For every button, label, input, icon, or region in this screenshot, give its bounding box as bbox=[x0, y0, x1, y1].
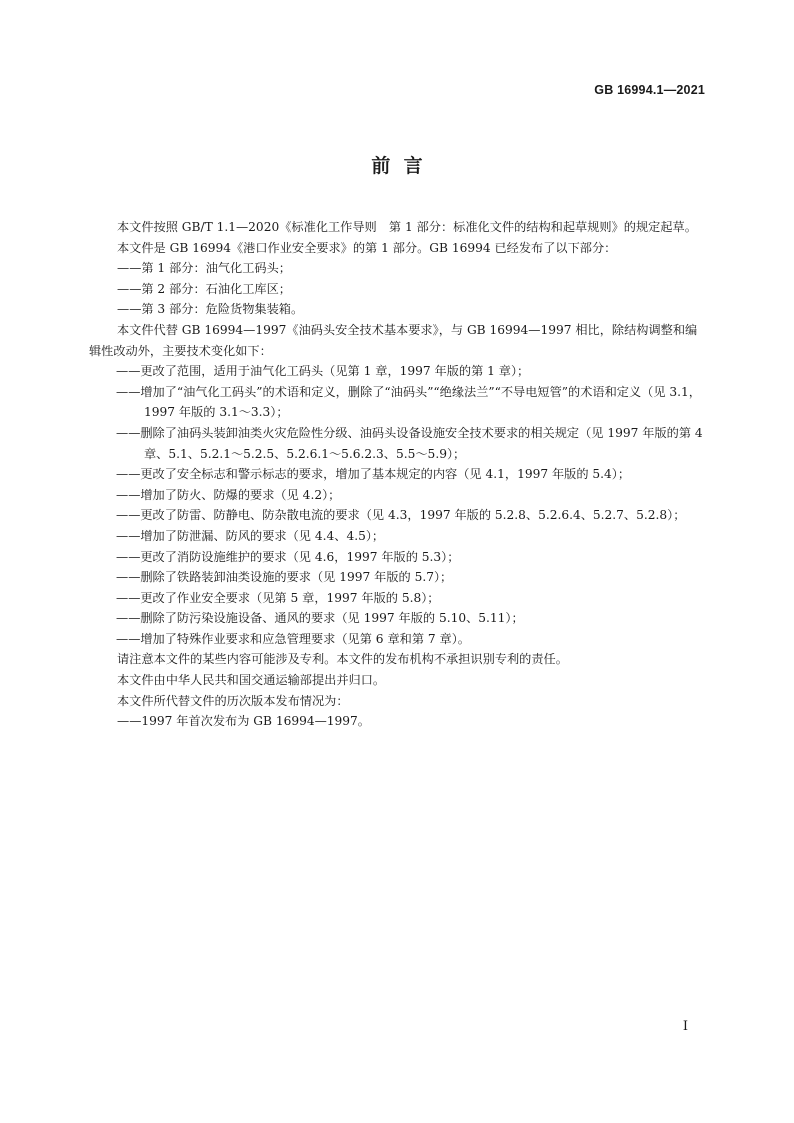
change-item-railway: ——删除了铁路装卸油类设施的要求（见 1997 年版的 5.7）； bbox=[116, 570, 453, 585]
list-item-part-2: ——第 2 部分：石油化工库区； bbox=[117, 281, 291, 296]
paragraph-history-intro: 本文件所代替文件的历次版本发布情况为： bbox=[117, 693, 349, 708]
paragraph-proposer: 本文件由中华人民共和国交通运输部提出并归口。 bbox=[117, 673, 386, 688]
paragraph-part-intro: 本文件是 GB 16994《港口作业安全要求》的第 1 部分。GB 16994 已经发布了以下部分： bbox=[117, 240, 617, 255]
change-item-pollution: ——删除了防污染设施设备、通风的要求（见 1997 年版的 5.10、5.11）； bbox=[116, 611, 524, 626]
change-item-leak-wind: ——增加了防泄漏、防风的要求（见 4.4、4.5）； bbox=[116, 528, 385, 543]
list-item-history: ——1997 年首次发布为 GB 16994—1997。 bbox=[117, 714, 370, 729]
change-item-safety-signs: ——更改了安全标志和警示标志的要求，增加了基本规定的内容（见 4.1，1997 年版的 5.4）； bbox=[116, 467, 631, 482]
change-item-terms: ——增加了“油气化工码头”的术语和定义，删除了“油码头”“绝缘法兰”“不导电短管”的术语和定义（见 3.1，1997 年版的 3.1～3.3）； bbox=[116, 384, 701, 420]
page-title: 前 言 bbox=[371, 155, 423, 177]
list-item-part-3: ——第 3 部分：危险货物集装箱。 bbox=[117, 302, 304, 317]
change-item-fire-explosion: ——增加了防火、防爆的要求（见 4.2）； bbox=[116, 487, 341, 502]
paragraph-patent: 请注意本文件的某些内容可能涉及专利。本文件的发布机构不承担识别专利的责任。 bbox=[117, 652, 568, 667]
page-number: I bbox=[682, 1019, 688, 1034]
standard-number: GB 16994.1—2021 bbox=[594, 83, 705, 97]
list-item-part-1: ——第 1 部分：油气化工码头； bbox=[117, 261, 291, 276]
change-item-scope: ——更改了范围，适用于油气化工码头（见第 1 章，1997 年版的第 1 章）； bbox=[116, 364, 530, 379]
paragraph-drafting-rule: 本文件按照 GB/T 1.1—2020《标准化工作导则 第 1 部分：标准化文件的结构和起草规则》的规定起草。 bbox=[117, 220, 697, 234]
foreword-body bbox=[89, 217, 707, 732]
change-item-fire-facility: ——更改了消防设施维护的要求（见 4.6，1997 年版的 5.3）； bbox=[116, 549, 460, 564]
change-item-operation: ——更改了作业安全要求（见第 5 章，1997 年版的 5.8）； bbox=[116, 590, 440, 605]
change-item-deleted-grading: ——删除了油码头装卸油类火灾危险性分级、油码头设备设施安全技术要求的相关规定（见 1997 年版的第 4 章、5.1、5.2.1～5.2.5、5.2.6.1～5.6.2.3、5.5～5.9）； bbox=[116, 425, 703, 461]
change-item-lightning-static: ——更改了防雷、防静电、防杂散电流的要求（见 4.3，1997 年版的 5.2.8、5.2.6.4、5.2.7、5.2.8）； bbox=[116, 508, 686, 523]
paragraph-replacement: 本文件代替 GB 16994—1997《油码头安全技术基本要求》，与 GB 16994—1997 相比，除结构调整和编辑性改动外，主要技术变化如下： bbox=[89, 322, 698, 358]
change-item-special-emergency: ——增加了特殊作业要求和应急管理要求（见第 6 章和第 7 章）。 bbox=[116, 631, 470, 646]
